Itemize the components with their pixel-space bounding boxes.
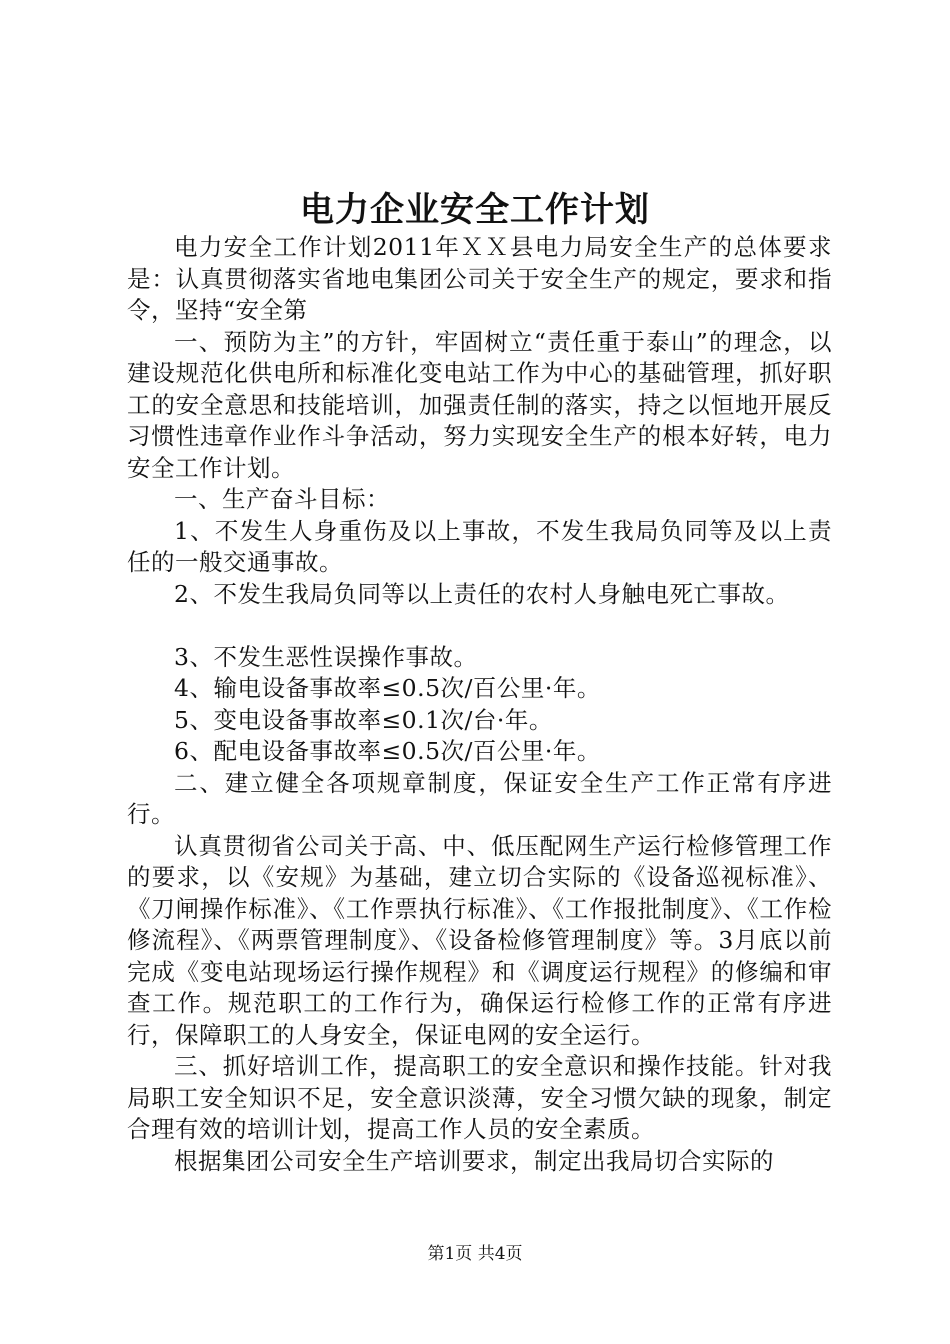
goal-item-6: 6、配电设备事故率≤0.5次/百公里·年。 (174, 737, 601, 765)
goal-item-3: 3、不发生恶性误操作事故。 (174, 642, 478, 671)
section-heading-training: 三、抓好培训工作，提高职工的安全意识和操作技能。针对我局职工安全知识不足，安全意识淡薄，安全习惯欠缺的现象，制定合理有效的培训计划，提高工作人员的安全素质。 (127, 1052, 832, 1143)
goal-item-4: 4、输电设备事故率≤0.5次/百公里·年。 (174, 674, 601, 702)
document-title: 电力企业安全工作计划 (300, 190, 650, 230)
document-body (127, 232, 832, 1177)
section-heading-rules: 二、建立健全各项规章制度，保证安全生产工作正常有序进行。 (127, 768, 832, 828)
section-heading-goals: 一、生产奋斗目标： (174, 485, 390, 513)
page-footer: 第1页 共4页 (427, 1244, 523, 1264)
goal-item-1: 1、不发生人身重伤及以上事故，不发生我局负同等及以上责任的一般交通事故。 (127, 516, 832, 576)
paragraph-intro: 电力安全工作计划2011年ＸＸ县电力局安全生产的总体要求是：认真贯彻落实省地电集团公司关于安全生产的规定，要求和指令，坚持“安全第 (127, 233, 832, 324)
paragraph-training: 根据集团公司安全生产培训要求，制定出我局切合实际的 (174, 1146, 774, 1175)
paragraph-rules: 认真贯彻省公司关于高、中、低压配网生产运行检修管理工作的要求，以《安规》为基础，建立切合实际的《设备巡视标准》、《刀闸操作标准》、《工作票执行标准》、《工作报批制度》、《工作检修流程》、《两票管理制度》、《设备检修管理制度》等。3月底以前完成《变电站现场运行操作规程》和《调度运行规程》的修编和审查工作。规范职工的工作行为，确保运行检修工作的正常有序进行，保障职工的人身安全，保证电网的安全运行。 (127, 831, 832, 1049)
goal-item-2: 2、不发生我局负同等以上责任的农村人身触电死亡事故。 (174, 579, 790, 608)
paragraph-policy: 一、预防为主”的方针，牢固树立“责任重于泰山”的理念，以建设规范化供电所和标准化变电站工作为中心的基础管理，抓好职工的安全意思和技能培训，加强责任制的落实，持之以恒地开展反习惯性违章作业作斗争活动，努力实现安全生产的根本好转，电力安全工作计划。 (127, 327, 832, 482)
goal-item-5: 5、变电设备事故率≤0.1次/台·年。 (174, 705, 553, 734)
